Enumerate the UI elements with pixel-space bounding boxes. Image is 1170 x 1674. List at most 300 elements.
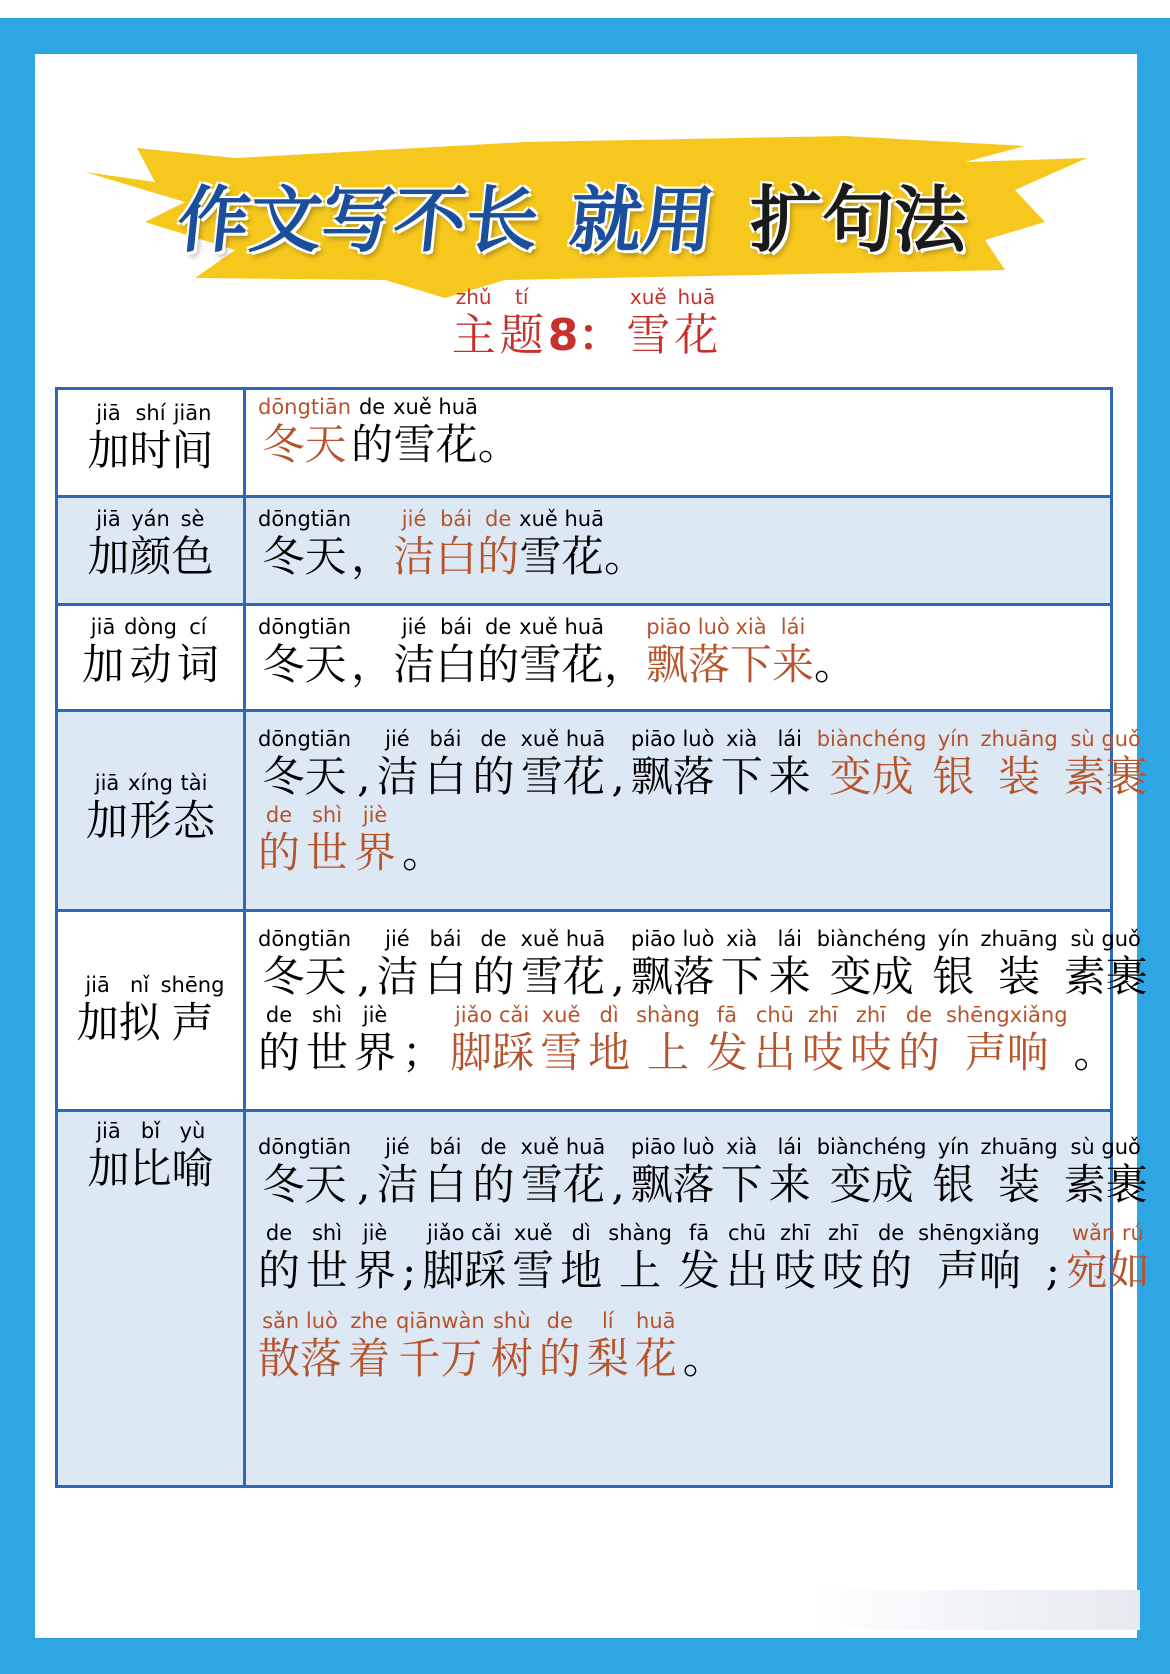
hanzi: 白 [424,1160,467,1209]
pinyin: zhuāng [980,927,1058,951]
pinyin [420,802,427,828]
hanzi: 变成 [829,752,914,801]
pinyin: de [265,803,293,827]
ruby-segment [817,1134,927,1210]
hanzi: 洁 [393,640,436,689]
label-char [172,400,214,476]
row-label [58,712,246,909]
hanzi: 题 [499,310,544,361]
pinyin: lái [777,1135,802,1159]
pinyin: shí [135,401,166,425]
hanzi: 飘落 [630,952,715,1001]
ruby-segment [472,1134,514,1210]
pinyin [369,506,376,532]
pinyin: dì [599,1003,619,1027]
hanzi: 洁 [376,752,419,801]
hanzi: 素裹 [1063,1160,1148,1209]
hanzi: , [611,952,625,1001]
ruby-segment [357,1134,370,1210]
hanzi: 银 [932,952,975,1001]
pinyin: lái [777,727,802,751]
pinyin: sǎn luò [262,1309,338,1333]
hanzi: 冬天 [262,532,347,581]
table-row [58,712,1148,912]
hanzi: 加 [82,640,125,689]
hanzi: 世 [306,828,349,877]
label-char [87,1118,129,1194]
pinyin [369,614,376,640]
sentence-line [258,926,1154,1002]
ruby-segment [478,394,520,470]
ruby-segment [604,506,646,582]
ruby-segment [393,614,435,690]
hanzi: 喻 [171,1144,214,1193]
hanzi: 银 [932,752,975,801]
theme-char [452,284,496,362]
pinyin [700,1308,707,1334]
pinyin: zhuāng [980,727,1058,751]
hanzi: 来 [768,1160,811,1209]
hanzi: 洁 [376,952,419,1001]
pinyin: dōngtiān [258,727,352,751]
pinyin: zhe [350,1309,388,1333]
label-char [173,770,215,846]
ruby-segment [520,1134,605,1210]
hanzi: 下 [720,1160,763,1209]
ruby-segment [354,1002,396,1078]
pinyin: xià [726,727,758,751]
hanzi: 声响 [936,1246,1021,1295]
ruby-segment [512,1220,554,1296]
hanzi: 雪 [626,310,671,361]
row-label [58,498,246,603]
hanzi: 冬天 [262,1160,347,1209]
pinyin: nǐ [130,973,150,997]
pinyin [360,726,367,752]
ruby-segment [981,1134,1058,1210]
hanzi: 的 [472,952,515,1001]
ruby-segment [520,926,605,1002]
ruby-segment [348,1308,390,1384]
theme-char [548,284,623,362]
pinyin: jiā [94,771,120,795]
ruby-segment [646,614,730,690]
ruby-segment [726,1220,768,1296]
ruby-segment [706,1002,748,1078]
hanzi: 上 [646,1028,689,1077]
pinyin: biànchéng [816,1135,927,1159]
pinyin: jiǎo cǎi [427,1221,502,1245]
ruby-segment [424,1134,466,1210]
hanzi: 声响 [964,1028,1049,1077]
pinyin: xuě huā [393,395,478,419]
title-part-2: 就用 [565,178,719,262]
hanzi: 吱 [774,1246,817,1295]
ruby-segment [435,506,477,582]
watermark-fade [810,1590,1140,1630]
pinyin: chū [755,1003,794,1027]
hanzi: 发 [705,1028,748,1077]
hanzi: 白 [435,532,478,581]
pinyin: jiè [362,1003,388,1027]
pinyin: jiǎo cǎi [454,1003,530,1027]
hanzi: 雪花 [519,532,604,581]
sentence-line [258,1308,731,1384]
pinyin: cí [189,615,207,639]
pinyin [615,1134,622,1160]
pinyin: zhǔ [455,285,492,309]
ruby-segment [604,614,646,690]
ruby-segment [721,926,763,1002]
pinyin: bái [429,927,462,951]
hanzi: 的 [472,752,515,801]
ruby-segment [769,1134,811,1210]
hanzi: 银 [932,1160,975,1209]
ruby-segment [396,1308,485,1384]
ruby-segment [850,1002,892,1078]
pinyin: sù guǒ [1070,927,1141,951]
pinyin: zhī [855,1003,887,1027]
hanzi: 雪 [540,1028,583,1077]
ruby-segment [870,1220,912,1296]
ruby-segment [424,726,466,802]
ruby-segment [376,1134,418,1210]
pinyin: xuě huā [520,1135,606,1159]
sentence-line [258,726,1154,802]
hanzi: 吱 [849,1028,892,1077]
pinyin: qiānwàn [396,1309,485,1333]
pinyin: jiè [362,803,388,827]
table-row [58,606,1110,712]
ruby-segment [769,926,811,1002]
ruby-segment [520,726,605,802]
sentence-line [258,614,856,690]
label-char [87,506,129,582]
pinyin: de [485,615,512,639]
pinyin: yín [937,727,970,751]
hanzi: 加 [87,426,130,475]
ruby-segment [477,614,519,690]
pinyin: piāo luò [630,1135,715,1159]
pinyin [622,506,629,532]
hanzi: 出 [753,1028,796,1077]
hanzi: , [357,952,371,1001]
hanzi: 花 [634,1334,677,1383]
pinyin: de [485,507,512,531]
ruby-segment [1046,1220,1060,1296]
hanzi: 出 [726,1246,769,1295]
ruby-segment [1064,1134,1148,1210]
ruby-segment [402,1002,444,1078]
hanzi: 冬天 [262,420,347,469]
pinyin: jiān [173,401,212,425]
ruby-segment [898,1002,940,1078]
pinyin: dōngtiān [258,395,352,419]
hanzi: 界 [354,828,397,877]
hanzi: 飘落 [630,752,715,801]
ruby-segment [450,1002,534,1078]
pinyin: xià [726,1135,758,1159]
ruby-segment [769,726,811,802]
label-char [172,1118,214,1194]
pinyin: tài [180,771,208,795]
table-row [58,1112,1150,1485]
label-char [86,770,128,846]
ruby-segment [258,726,351,802]
hanzi: 拟 [118,998,161,1047]
ruby-segment [1074,1002,1116,1078]
theme-char [626,284,670,362]
title-part-1: 作文写不长 [173,178,543,262]
ruby-segment [774,1220,816,1296]
pinyin: biànchéng [816,927,927,951]
hanzi: 时 [129,426,172,475]
ruby-segment [611,726,624,802]
hanzi: 宛如 [1065,1246,1150,1295]
ruby-segment [376,726,418,802]
hanzi: 洁 [376,1160,419,1209]
hanzi: 散落 [258,1334,343,1383]
pinyin: fā [716,1003,738,1027]
ruby-segment [721,726,763,802]
hanzi: 世 [306,1246,349,1295]
ruby-segment [587,1308,629,1384]
hanzi: 来 [768,952,811,1001]
ruby-segment [258,926,351,1002]
hanzi: 色 [171,532,214,581]
hanzi: 着 [348,1334,391,1383]
ruby-segment [258,1134,351,1210]
pinyin: xuě huā [520,927,606,951]
ruby-segment [631,726,715,802]
pinyin: bái [429,1135,462,1159]
label-char [119,972,161,1048]
label-char [161,972,225,1048]
label-char [77,972,119,1048]
ruby-segment [472,726,514,802]
hanzi: 来 [768,752,811,801]
ruby-segment [357,726,370,802]
ruby-segment [588,1002,630,1078]
ruby-segment [519,506,604,582]
theme-char [500,284,544,362]
hanzi: 冬天 [262,752,347,801]
ruby-segment [635,1308,677,1384]
pinyin: xià [735,615,767,639]
hanzi: 间 [171,426,214,475]
hanzi: 主 [451,310,496,361]
pinyin: jiā [85,973,110,997]
hanzi: 动 [129,640,172,689]
hanzi: 比 [129,1144,172,1193]
ruby-segment [721,1134,763,1210]
hanzi: , [611,752,625,801]
ruby-segment [306,1220,348,1296]
label-char [129,400,171,476]
pinyin: zhī [779,1221,811,1245]
hanzi: 脚踩 [422,1246,507,1295]
ruby-segment [932,926,974,1002]
pinyin [420,1002,427,1028]
pinyin: bái [440,615,473,639]
hanzi: 的 [258,828,301,877]
hanzi: 千万 [398,1334,483,1383]
ruby-segment [402,1220,416,1296]
pinyin: yù [179,1119,206,1143]
hanzi: 白 [435,640,478,689]
pinyin [615,926,622,952]
ruby-segment [817,926,927,1002]
pinyin: huā [636,1309,676,1333]
ruby-segment [932,1134,974,1210]
ruby-segment [678,1220,720,1296]
ruby-segment [1064,926,1148,1002]
pinyin: jié [401,615,427,639]
pinyin: yín [937,1135,970,1159]
pinyin [360,926,367,952]
sentence-line [258,1134,1154,1210]
pinyin: piāo luò [630,927,715,951]
ruby-segment [539,1308,581,1384]
sentence-line [258,394,520,470]
ruby-segment [424,926,466,1002]
ruby-segment [822,1220,864,1296]
pinyin: de [546,1309,573,1333]
ruby-segment [683,1308,725,1384]
pinyin: jié [385,1135,410,1159]
hanzi: 飘落 [645,640,730,689]
hanzi: 的 [351,420,394,469]
hanzi: 。 [1073,1028,1116,1077]
pinyin [1091,1002,1098,1028]
ruby-segment [258,1002,300,1078]
pinyin: shù [492,1309,531,1333]
ruby-segment [258,506,351,582]
row-label [58,1112,246,1485]
pinyin: shì [311,803,343,827]
hanzi: 素裹 [1063,752,1148,801]
hanzi: 雪花 [520,752,605,801]
ruby-segment [631,1134,715,1210]
hanzi: 花 [674,310,719,361]
pinyin [832,614,839,640]
ruby-segment [631,926,715,1002]
label-char [87,400,129,476]
ruby-segment [258,802,300,878]
pinyin: sù guǒ [1070,1135,1141,1159]
hanzi: 界 [354,1246,397,1295]
sentence-line [258,1002,1122,1078]
hanzi: 下 [720,952,763,1001]
pinyin: jiā [90,615,116,639]
ruby-segment [351,506,393,582]
ruby-segment [422,1220,506,1296]
hanzi: 装 [998,952,1041,1001]
ruby-segment [611,1134,624,1210]
pinyin: jié [401,507,427,531]
ruby-segment [491,1308,533,1384]
label-char [129,1118,171,1194]
pinyin: bái [440,507,473,531]
pinyin: shàng [608,1221,673,1245]
pinyin: yín [937,927,970,951]
title-part-3: 扩句法 [750,178,967,262]
ruby-segment [393,506,435,582]
sentence-line [258,1220,1156,1296]
table-row [58,390,1110,498]
ruby-segment [932,726,974,802]
hanzi: 。 [603,532,646,581]
hanzi: , [357,752,371,801]
hanzi: 地 [560,1246,603,1295]
hanzi: 形 [129,796,172,845]
hanzi: 来 [772,640,815,689]
ruby-segment [258,1308,342,1384]
hanzi: 。 [477,420,520,469]
hanzi: 白 [424,752,467,801]
ruby-segment [402,802,444,878]
ruby-segment [1064,726,1148,802]
ruby-segment [981,926,1058,1002]
hanzi: 的 [870,1246,913,1295]
pinyin: piāo luò [630,727,715,751]
label-char [124,614,177,690]
hanzi: 的 [258,1246,301,1295]
page-title [0,172,1170,268]
ruby-segment [258,1220,300,1296]
pinyin: zhuāng [980,1135,1058,1159]
hanzi: 变成 [829,952,914,1001]
pinyin: wǎn rú [1071,1221,1144,1245]
hanzi: 雪花 [520,952,605,1001]
hanzi: 声 [171,998,214,1047]
pinyin [615,726,622,752]
pinyin: xuě huā [520,727,606,751]
pinyin: sù guǒ [1070,727,1141,751]
ruby-segment [258,394,351,470]
pinyin [360,1134,367,1160]
hanzi: 加 [87,532,130,581]
hanzi: 下 [730,640,773,689]
pinyin: shì [311,1003,343,1027]
pinyin: shēng [160,973,225,997]
ruby-segment [354,802,396,878]
hanzi: 冬天 [262,952,347,1001]
ruby-segment [918,1220,1040,1296]
hanzi: 态 [172,796,215,845]
pinyin: dōngtiān [258,615,352,639]
ruby-segment [540,1002,582,1078]
pinyin: xuě huā [519,615,604,639]
pinyin: chū [727,1221,767,1245]
ruby-segment [351,614,393,690]
pinyin: de [480,1135,507,1159]
hanzi: 的 [538,1334,581,1383]
hanzi: ; [1045,1246,1060,1295]
table-row [58,912,1148,1112]
label-char [129,506,171,582]
pinyin: tí [514,285,529,309]
pinyin: jié [385,927,410,951]
hanzi: , [611,1160,625,1209]
hanzi: 词 [176,640,219,689]
hanzi: 素裹 [1063,952,1148,1001]
hanzi: 飘落 [630,1160,715,1209]
pinyin: shēngxiǎng [945,1003,1068,1027]
hanzi: 的 [258,1028,301,1077]
hanzi: 脚踩 [450,1028,535,1077]
ruby-segment [1066,1220,1150,1296]
